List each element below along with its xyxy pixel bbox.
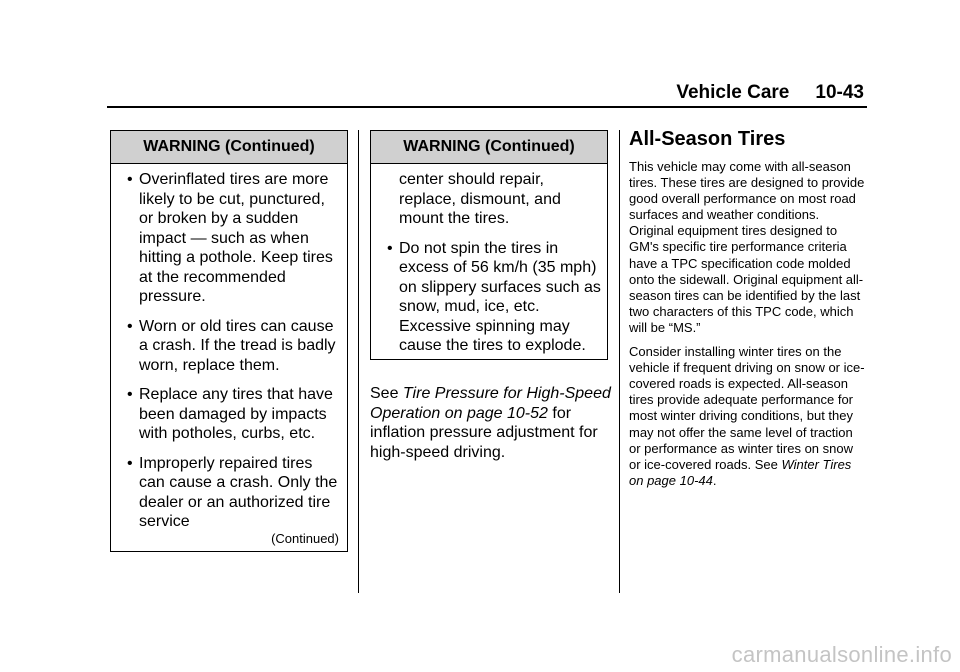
warning-box-1 — [110, 130, 348, 552]
warning-bullet: • Overinflated tires are more likely to be cut, punctured, or broken by a sudden impact — such as when hitting a pothole. Keep tires at the recommended pressure. — [127, 171, 333, 305]
paragraph-2 — [629, 344, 867, 489]
bullet-text: Improperly repaired tires can cause a crash. Only the dealer or an authorized tire service — [139, 454, 338, 530]
warning-body-2 — [371, 164, 607, 356]
all-season-section — [629, 128, 867, 497]
page-header — [676, 82, 864, 104]
section-heading: All-Season Tires — [629, 128, 786, 150]
paragraph-2-text: Consider installing winter tires on the vehicle if frequent driving on snow or ice-covered roads is expected. All-season tires provide adequate performance for most winter driving conditions, but they may not offer the same level of traction or performance as winter tires on snow or ice-covered roads. See — [629, 344, 865, 472]
column-divider-2 — [619, 130, 620, 593]
page-number: 10-43 — [815, 82, 864, 103]
paragraph-2-end: . — [712, 472, 717, 488]
column-divider-1 — [358, 130, 359, 593]
section-title: Vehicle Care — [676, 82, 790, 103]
header-rule — [107, 106, 867, 108]
warning-box-2 — [370, 130, 608, 360]
warning-bullet: • Do not spin the tires in excess of 56 km/h (35 mph) on slippery surfaces such as snow, mud, ice, etc. Excessive spinning may cause the tires to explode. — [387, 239, 601, 354]
warning-body-1 — [111, 164, 347, 532]
watermark: carmanualsonline.info — [731, 642, 952, 667]
paragraph-1: This vehicle may come with all-season tires. These tires are designed to provide good overall performance on most road surfaces and weather conditions. Original equipment tires designed to GM's specific tire performance criteria have a TPC specification code molded onto the sidewall. Original equipment all-season tires can be identified by the last two characters of this TPC code, which will be “MS.” — [629, 159, 865, 335]
bullet-text: Overinflated tires are more likely to be cut, punctured, or broken by a sudden impact — such as when hitting a pothole. Keep tires at the recommended pressure. — [139, 171, 333, 305]
bullet-text: Worn or old tires can cause a crash. If the tread is badly worn, replace them. — [139, 317, 336, 374]
warning-bullet: • Worn or old tires can cause a crash. If the tread is badly worn, replace them. — [127, 317, 336, 374]
see-prefix: See — [370, 385, 403, 402]
warning-bullet: • Improperly repaired tires can cause a crash. Only the dealer or an authorized tire service — [127, 454, 338, 530]
warning-bullet: • Replace any tires that have been damaged by impacts with potholes, curbs, etc. — [127, 386, 333, 442]
bullet-text: Do not spin the tires in excess of 56 km/h (35 mph) on slippery surfaces such as snow, mud, ice, etc. Excessive spinning may cause the tires to explode. — [399, 239, 601, 354]
bullet-text: Replace any tires that have been damaged by impacts with potholes, curbs, etc. — [139, 386, 333, 442]
warning-title-2: WARNING (Continued) — [371, 131, 607, 164]
winter-tires-link[interactable]: Winter Tires on page 10-44 — [629, 456, 852, 488]
see-suffix: for inflation pressure adjustment for high-speed driving. — [370, 404, 598, 461]
warning-lead-text: center should repair, replace, dismount, and mount the tires. — [399, 171, 561, 227]
continued-label: (Continued) — [271, 531, 339, 546]
see-paragraph — [370, 384, 615, 462]
warning-title-1: WARNING (Continued) — [111, 131, 347, 164]
cross-reference-link[interactable]: Tire Pressure for High-Speed Operation on page 10-52 — [370, 385, 611, 422]
